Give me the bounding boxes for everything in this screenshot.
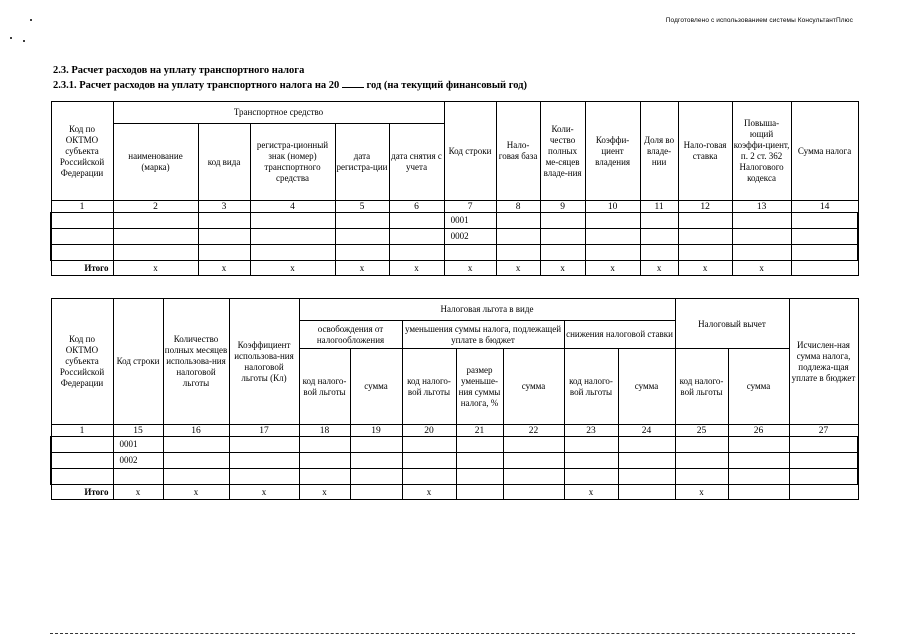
total-cell: x	[640, 261, 678, 276]
column-number: 10	[585, 201, 640, 213]
total-cell: x	[496, 261, 540, 276]
data-cell[interactable]	[618, 469, 675, 485]
data-cell[interactable]	[496, 213, 540, 229]
header-exemption: освобождения от налогообложения	[299, 321, 402, 349]
column-number: 15	[113, 425, 163, 437]
total-cell: x	[229, 485, 299, 500]
data-cell[interactable]	[789, 437, 858, 453]
column-number: 2	[113, 201, 198, 213]
data-cell[interactable]	[456, 469, 503, 485]
total-cell: x	[564, 485, 618, 500]
data-cell[interactable]	[250, 229, 335, 245]
data-cell[interactable]	[675, 437, 728, 453]
total-cell: x	[540, 261, 585, 276]
data-cell[interactable]	[229, 469, 299, 485]
data-cell[interactable]	[402, 453, 456, 469]
data-cell[interactable]	[350, 469, 402, 485]
table-row	[51, 469, 858, 485]
header-sum: сумма	[350, 349, 402, 425]
header-rate-reduction: снижения налоговой ставки	[564, 321, 675, 349]
total-cell: x	[675, 485, 728, 500]
data-cell[interactable]	[113, 229, 198, 245]
data-cell[interactable]	[299, 453, 350, 469]
header-vehicle-name: наименование (марка)	[113, 124, 198, 201]
data-cell[interactable]	[675, 453, 728, 469]
data-cell[interactable]	[402, 469, 456, 485]
data-cell[interactable]	[678, 245, 732, 261]
header-ownership-coef: Коэффи-циент владения	[585, 102, 640, 201]
data-cell[interactable]	[791, 213, 858, 229]
header-vehicle-kind: код вида	[198, 124, 250, 201]
data-cell[interactable]	[732, 213, 791, 229]
header-deduction: Налоговый вычет	[675, 299, 789, 349]
line-code-cell: 0002	[444, 229, 496, 245]
scan-dot	[10, 37, 12, 39]
header-benefit-coef: Коэффициент использова-ния налоговой льготы (Кл)	[229, 299, 299, 425]
data-cell[interactable]	[51, 437, 113, 453]
header-sum: сумма	[503, 349, 564, 425]
table-row	[51, 453, 858, 469]
column-number: 18	[299, 425, 350, 437]
data-cell[interactable]	[503, 453, 564, 469]
total-cell: x	[163, 485, 229, 500]
data-cell[interactable]	[585, 229, 640, 245]
table-row	[51, 245, 858, 261]
header-benefit-code: код налого-вой льготы	[564, 349, 618, 425]
data-cell[interactable]	[618, 453, 675, 469]
year-blank	[342, 78, 364, 88]
data-cell[interactable]	[335, 245, 389, 261]
column-number: 13	[732, 201, 791, 213]
data-cell[interactable]	[540, 229, 585, 245]
header-benefit-code: код налого-вой льготы	[675, 349, 728, 425]
data-cell[interactable]	[389, 229, 444, 245]
total-label: Итого	[51, 485, 113, 500]
total-cell	[789, 485, 858, 500]
data-cell[interactable]	[732, 229, 791, 245]
column-number: 6	[389, 201, 444, 213]
data-cell[interactable]	[675, 469, 728, 485]
header-tax-sum: Сумма налога	[791, 102, 858, 201]
data-cell[interactable]	[789, 469, 858, 485]
data-cell[interactable]	[335, 229, 389, 245]
column-number: 1	[51, 201, 113, 213]
data-cell[interactable]	[503, 437, 564, 453]
header-tax-rate: Нало-говая ставка	[678, 102, 732, 201]
data-cell[interactable]	[350, 453, 402, 469]
header-line-code: Код строки	[113, 299, 163, 425]
data-cell[interactable]	[198, 213, 250, 229]
subsection-heading-suffix: год (на текущий финансовый год)	[366, 80, 527, 91]
data-cell[interactable]	[640, 229, 678, 245]
data-cell[interactable]	[250, 245, 335, 261]
header-sum: сумма	[728, 349, 789, 425]
data-cell[interactable]	[51, 469, 113, 485]
column-number: 21	[456, 425, 503, 437]
column-number: 25	[675, 425, 728, 437]
column-number: 11	[640, 201, 678, 213]
data-cell[interactable]	[728, 453, 789, 469]
data-cell[interactable]	[456, 453, 503, 469]
data-cell[interactable]	[229, 437, 299, 453]
total-cell: x	[389, 261, 444, 276]
header-tax-base: Нало-говая база	[496, 102, 540, 201]
data-cell[interactable]	[640, 245, 678, 261]
header-vehicle: Транспортное средство	[113, 102, 444, 124]
total-cell: x	[402, 485, 456, 500]
column-number: 7	[444, 201, 496, 213]
data-cell[interactable]	[113, 245, 198, 261]
tax-benefit-table	[50, 298, 859, 500]
data-cell[interactable]	[496, 229, 540, 245]
data-cell[interactable]	[299, 437, 350, 453]
page-bottom-rule	[50, 633, 855, 636]
header-benefit-months: Количество полных месяцев использова-ния налоговой льготы	[163, 299, 229, 425]
data-cell[interactable]	[113, 213, 198, 229]
column-number: 16	[163, 425, 229, 437]
column-number: 9	[540, 201, 585, 213]
data-cell[interactable]	[564, 453, 618, 469]
total-cell	[728, 485, 789, 500]
total-cell: x	[250, 261, 335, 276]
data-cell[interactable]	[456, 437, 503, 453]
header-reg-date: дата регистра-ции	[335, 124, 389, 201]
table-row	[51, 229, 858, 245]
data-cell[interactable]	[732, 245, 791, 261]
data-cell[interactable]	[389, 245, 444, 261]
data-cell[interactable]	[640, 213, 678, 229]
header-benefit-code: код налого-вой льготы	[402, 349, 456, 425]
total-cell: x	[732, 261, 791, 276]
data-cell[interactable]	[51, 453, 113, 469]
total-cell: x	[585, 261, 640, 276]
data-cell[interactable]	[585, 245, 640, 261]
data-cell[interactable]	[402, 437, 456, 453]
header-ownership-share: Доля во владе-нии	[640, 102, 678, 201]
header-oktmo: Код по ОКТМО субъекта Российской Федерации	[51, 299, 113, 425]
data-cell[interactable]	[585, 213, 640, 229]
total-cell: x	[444, 261, 496, 276]
header-reduction-percent: размер уменьше-ния суммы налога, %	[456, 349, 503, 425]
column-number: 27	[789, 425, 858, 437]
column-number: 8	[496, 201, 540, 213]
data-cell[interactable]	[350, 437, 402, 453]
header-line-code: Код строки	[444, 102, 496, 201]
column-number: 26	[728, 425, 789, 437]
scan-dot	[30, 19, 32, 21]
total-cell	[350, 485, 402, 500]
total-cell: x	[335, 261, 389, 276]
data-cell[interactable]	[678, 229, 732, 245]
data-cell[interactable]	[789, 453, 858, 469]
subsection-heading	[53, 78, 527, 91]
column-number: 12	[678, 201, 732, 213]
total-label: Итого	[51, 261, 113, 276]
column-number: 20	[402, 425, 456, 437]
line-code-cell	[444, 245, 496, 261]
data-cell[interactable]	[51, 245, 113, 261]
total-sum-cell[interactable]	[791, 261, 858, 276]
data-cell[interactable]	[250, 213, 335, 229]
data-cell[interactable]	[299, 469, 350, 485]
data-cell[interactable]	[540, 245, 585, 261]
data-cell[interactable]	[335, 213, 389, 229]
column-number: 1	[51, 425, 113, 437]
column-number: 4	[250, 201, 335, 213]
total-cell	[456, 485, 503, 500]
data-cell[interactable]	[791, 229, 858, 245]
data-cell[interactable]	[389, 213, 444, 229]
total-cell	[618, 485, 675, 500]
data-cell[interactable]	[728, 437, 789, 453]
table-row	[51, 437, 858, 453]
line-code-cell: 0002	[113, 453, 163, 469]
header-oktmo: Код по ОКТМО субъекта Российской Федерации	[51, 102, 113, 201]
column-number: 17	[229, 425, 299, 437]
line-code-cell	[113, 469, 163, 485]
header-benefit-code: код налого-вой льготы	[299, 349, 350, 425]
total-cell	[503, 485, 564, 500]
header-tax-reduction: уменьшения суммы налога, подлежащей уплате в бюджет	[402, 321, 564, 349]
total-cell: x	[113, 485, 163, 500]
scan-dot	[23, 40, 25, 42]
data-cell[interactable]	[163, 453, 229, 469]
source-note: Подготовлено с использованием системы КонсультантПлюс	[665, 17, 853, 24]
data-cell[interactable]	[163, 469, 229, 485]
data-cell[interactable]	[51, 213, 113, 229]
data-cell[interactable]	[564, 437, 618, 453]
header-calculated-tax: Исчислен-ная сумма налога, подлежа-щая уплате в бюджет	[789, 299, 858, 425]
total-cell: x	[299, 485, 350, 500]
data-cell[interactable]	[618, 437, 675, 453]
data-cell[interactable]	[198, 229, 250, 245]
data-cell[interactable]	[496, 245, 540, 261]
column-number: 23	[564, 425, 618, 437]
column-number: 22	[503, 425, 564, 437]
table-row	[51, 213, 858, 229]
data-cell[interactable]	[678, 213, 732, 229]
section-heading: 2.3. Расчет расходов на уплату транспортного налога	[53, 65, 305, 76]
column-number: 14	[791, 201, 858, 213]
data-cell[interactable]	[564, 469, 618, 485]
column-number: 5	[335, 201, 389, 213]
data-cell[interactable]	[503, 469, 564, 485]
data-cell[interactable]	[163, 437, 229, 453]
data-cell[interactable]	[51, 229, 113, 245]
data-cell[interactable]	[229, 453, 299, 469]
line-code-cell: 0001	[113, 437, 163, 453]
data-cell[interactable]	[728, 469, 789, 485]
header-increasing-coef: Повыша-ющий коэффи-циент, п. 2 ст. 362 Налогового кодекса	[732, 102, 791, 201]
data-cell[interactable]	[540, 213, 585, 229]
header-benefit: Налоговая льгота в виде	[299, 299, 675, 321]
data-cell[interactable]	[791, 245, 858, 261]
column-number: 19	[350, 425, 402, 437]
column-number: 24	[618, 425, 675, 437]
line-code-cell: 0001	[444, 213, 496, 229]
column-number: 3	[198, 201, 250, 213]
data-cell[interactable]	[198, 245, 250, 261]
total-cell: x	[198, 261, 250, 276]
subsection-heading-prefix: 2.3.1. Расчет расходов на уплату транспортного налога на 20	[53, 80, 340, 91]
header-dereg-date: дата снятия с учета	[389, 124, 444, 201]
transport-tax-table	[50, 101, 859, 276]
total-cell: x	[113, 261, 198, 276]
header-reg-number: регистра-ционный знак (номер) транспортного средства	[250, 124, 335, 201]
header-sum: сумма	[618, 349, 675, 425]
header-ownership-months: Коли-чество полных ме-сяцев владе-ния	[540, 102, 585, 201]
total-cell: x	[678, 261, 732, 276]
